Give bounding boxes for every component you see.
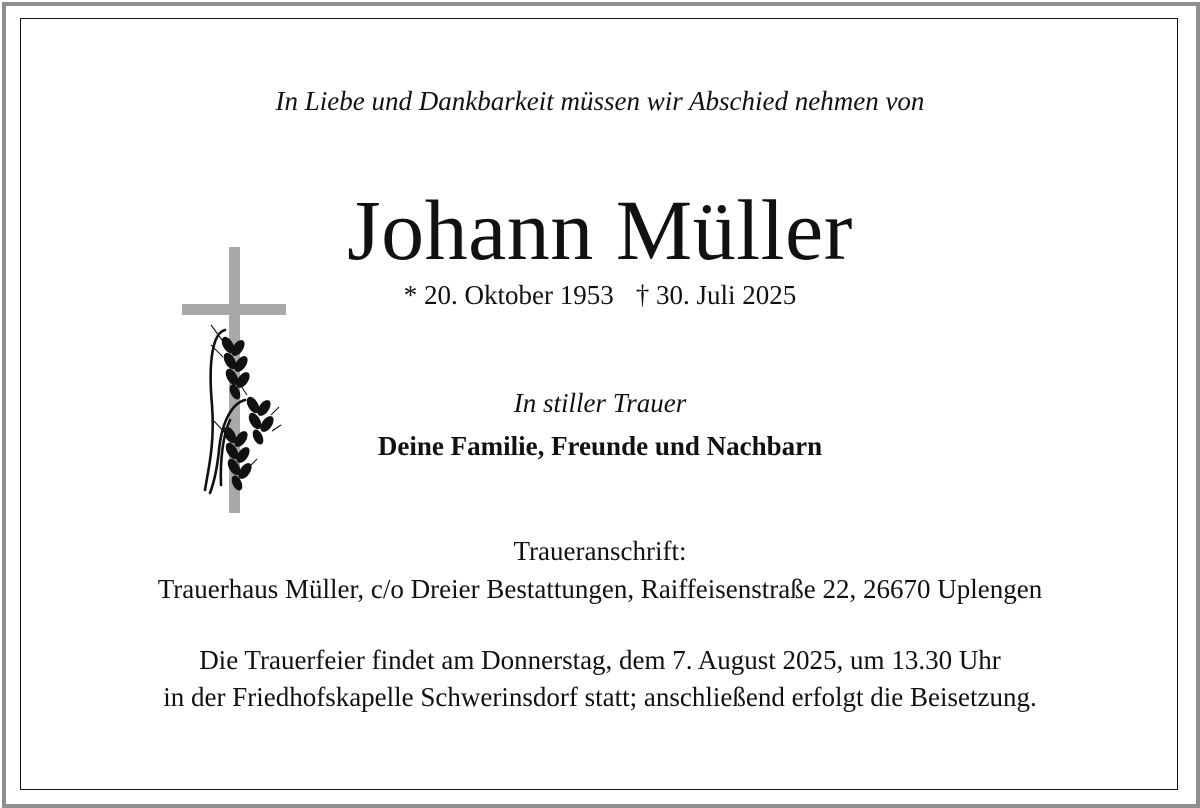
birth-date: * 20. Oktober 1953 (403, 280, 614, 310)
deceased-name: Johann Müller (347, 182, 853, 278)
address-label: Traueranschrift: (513, 536, 687, 566)
service-info-line-2: in der Friedhofskapelle Schwerinsdorf statt; anschließend erfolgt die Beisetzung. (163, 682, 1037, 712)
mourners-line: Deine Familie, Freunde und Nachbarn (377, 431, 823, 461)
death-date: † 30. Juli 2025 (635, 280, 797, 310)
mourning-address: Trauerhaus Müller, c/o Dreier Bestattungen, Raiffeisenstraße 22, 26670 Uplengen (157, 574, 1043, 604)
mourning-line: In stiller Trauer (513, 388, 687, 418)
cross-with-wheat-icon (175, 245, 295, 520)
service-info-line-1: Die Trauerfeier findet am Donnerstag, dem 7. August 2025, um 13.30 Uhr (199, 645, 1001, 675)
intro-text: In Liebe und Dankbarkeit müssen wir Abschied nehmen von (275, 86, 925, 116)
